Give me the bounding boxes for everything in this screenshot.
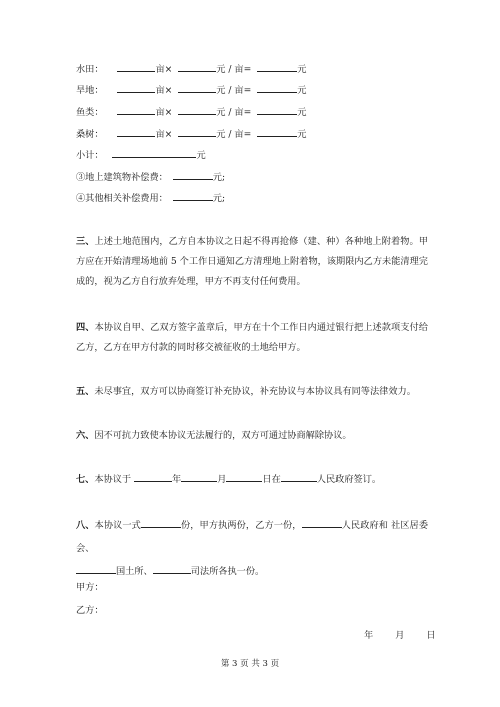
unit-mu: 亩× (155, 107, 173, 118)
clause-text: 本协议一式 (94, 520, 141, 531)
blank-field (76, 564, 116, 574)
blank-field (181, 472, 217, 482)
clause-text: 因不可抗力致使本协议无法履行的，双方可通过协商解除协议。 (94, 430, 352, 441)
unit-per-mu: 元 / 亩= (216, 85, 252, 96)
blank-field (153, 564, 191, 574)
clause-3 (76, 232, 428, 292)
signing-date (364, 627, 458, 641)
clause-text: 上述土地范围内，乙方自本协议之日起不得再抢修（建、种）各种地上附着物。甲方应在开始清理场地前 5 个工作日通知乙方清理地上附着物，该期限内乙方未能清理完成的，视为乙方自行放弃处理，甲方不再支付任何费用。 (76, 236, 428, 287)
blank-field (302, 518, 342, 528)
unit-mu: 亩× (155, 129, 173, 140)
unit-mu: 亩× (155, 64, 173, 75)
other-compensation-line (76, 191, 225, 205)
clause-7 (76, 470, 428, 490)
clause-text: 司法所各执一份。 (190, 566, 265, 577)
clause-5 (76, 382, 428, 402)
clause-4 (76, 318, 428, 358)
other-label: ④其他相关补偿费用： (76, 193, 168, 204)
blank-field (117, 127, 155, 137)
subtotal-label: 小计： (76, 150, 104, 161)
clause-number: 七、 (76, 474, 95, 485)
date-day: 日 (426, 630, 436, 641)
unit-yuan: 元 (297, 107, 307, 118)
unit-yuan: 元 (297, 129, 307, 140)
party-a-label: 甲方： (76, 582, 104, 593)
row-label: 水田： (76, 64, 104, 75)
blank-field (257, 127, 297, 137)
building-compensation-line (76, 170, 225, 184)
blank-field (117, 83, 155, 93)
clause-text: 人民政府和 社区居委会、 (76, 520, 429, 554)
blank-field (178, 62, 216, 72)
unit-per-mu: 元 / 亩= (216, 107, 252, 118)
blank-field (178, 105, 216, 115)
other-unit: 元; (212, 193, 226, 204)
blank-field (257, 62, 297, 72)
subtotal-line (76, 148, 206, 162)
clause-8 (76, 514, 428, 583)
blank-field (117, 105, 155, 115)
clause-text: 份，甲方执两份，乙方一份， (180, 520, 302, 531)
date-month: 月 (395, 630, 405, 641)
blank-field (178, 83, 216, 93)
unit-per-mu: 元 / 亩= (216, 64, 252, 75)
year-label: 年 (172, 474, 182, 485)
unit-yuan: 元 (297, 64, 307, 75)
month-label: 月 (217, 474, 227, 485)
blank-field (281, 472, 317, 482)
page-footer: 第 3 页 共 3 页 (220, 659, 280, 669)
clause-number: 八、 (76, 520, 95, 531)
blank-field (178, 127, 216, 137)
clause-number: 四、 (76, 322, 95, 333)
row-label: 旱地： (76, 85, 104, 96)
blank-field (173, 170, 213, 180)
clause-number: 五、 (76, 386, 95, 397)
row-fish (76, 105, 306, 119)
clause-number: 三、 (76, 236, 95, 247)
clause-number: 六、 (76, 430, 95, 441)
date-year: 年 (364, 630, 374, 641)
blank-field (257, 83, 297, 93)
blank-field (134, 472, 172, 482)
subtotal-unit: 元 (196, 150, 206, 161)
blank-field (173, 191, 213, 201)
unit-per-mu: 元 / 亩= (216, 129, 252, 140)
row-dryland (76, 83, 306, 97)
building-unit: 元; (212, 172, 226, 183)
blank-field (112, 148, 196, 158)
clause-6 (76, 426, 428, 446)
party-b-label: 乙方： (76, 605, 104, 616)
blank-field (117, 62, 155, 72)
blank-field (226, 472, 262, 482)
unit-yuan: 元 (297, 85, 307, 96)
blank-field (141, 518, 181, 528)
clause-text: 未尽事宜，双方可以协商签订补充协议，补充协议与本协议具有同等法律效力。 (94, 386, 416, 397)
row-label: 桑树： (76, 129, 104, 140)
clause-text: 本协议于 (94, 474, 135, 485)
row-label: 鱼类： (76, 107, 104, 118)
unit-mu: 亩× (155, 85, 173, 96)
clause-text: 人民政府签订。 (316, 474, 382, 485)
clause-text: 本协议自甲、乙双方签字盖章后，甲方在十个工作日内通过银行把上述款项支付给乙方，乙方在甲方付款的同时移交被征收的土地给甲方。 (76, 322, 428, 353)
clause-text: 国土所、 (116, 566, 153, 577)
blank-field (257, 105, 297, 115)
building-label: ③地上建筑物补偿费： (76, 172, 168, 183)
row-paddy (76, 62, 306, 76)
row-mulberry (76, 127, 306, 141)
day-label: 日在 (262, 474, 281, 485)
